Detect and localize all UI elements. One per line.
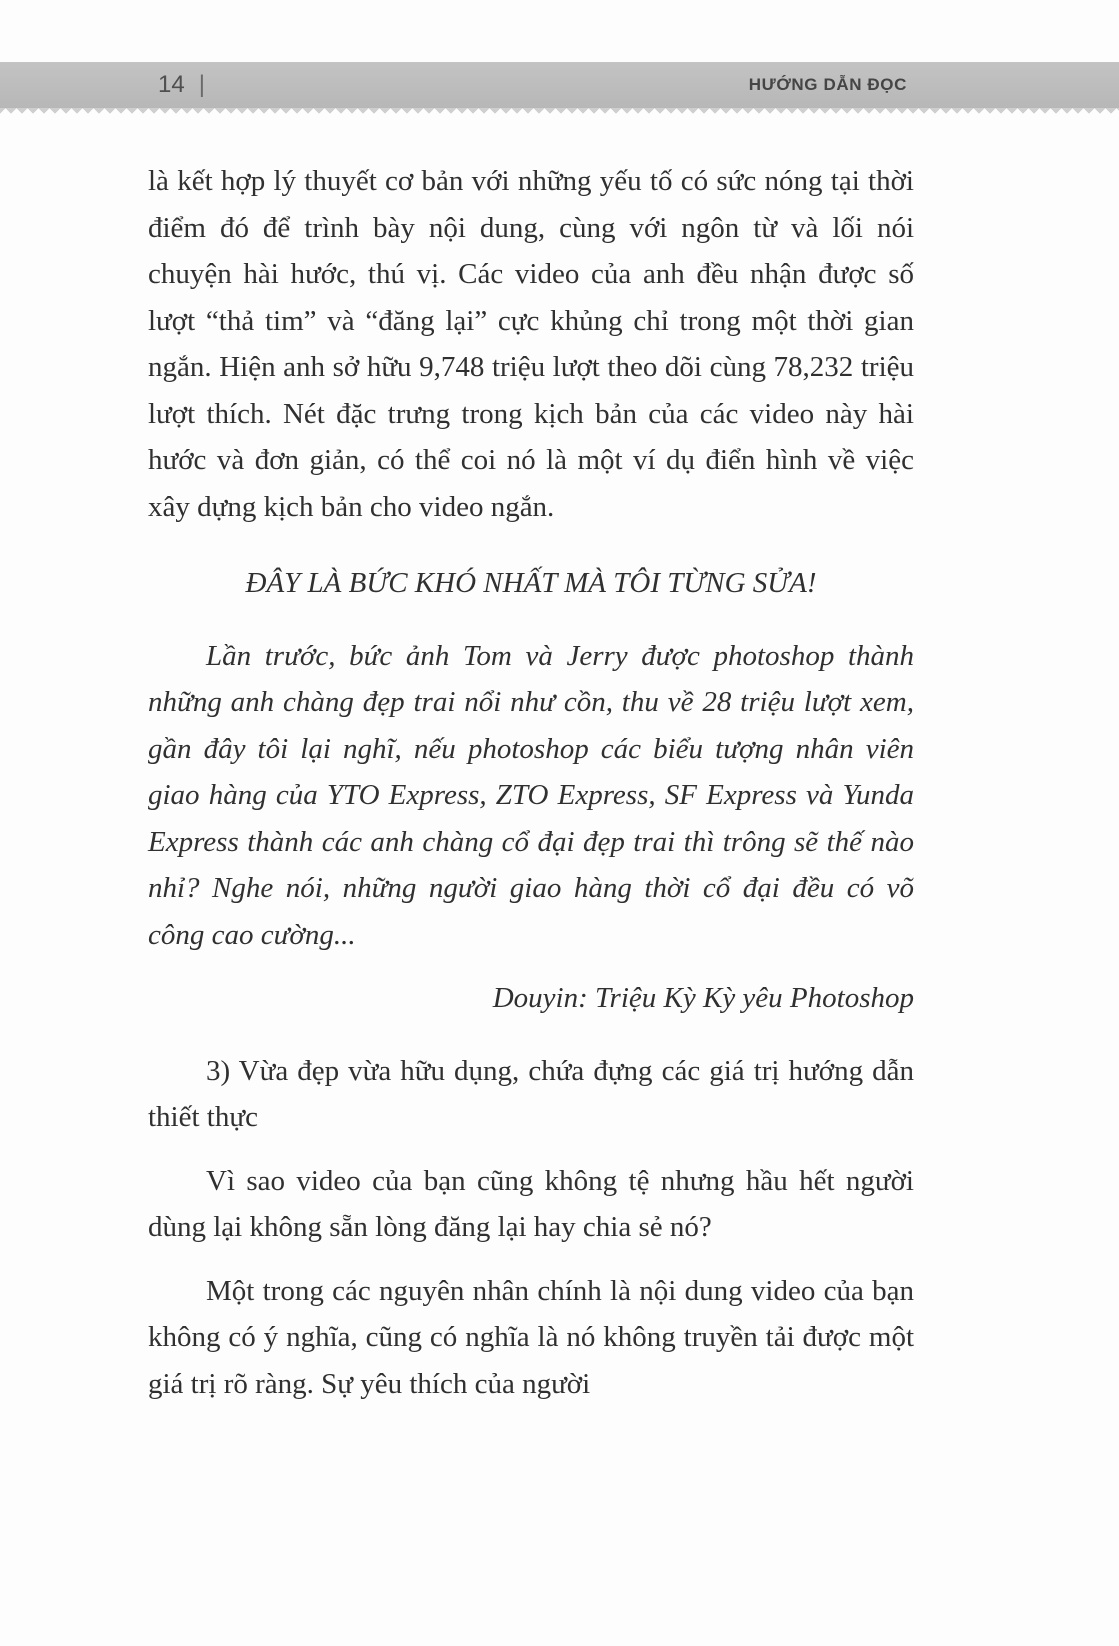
- paragraph: 3) Vừa đẹp vừa hữu dụng, chứa đựng các giá trị hướng dẫn thiết thực: [148, 1054, 914, 1133]
- quoted-paragraph: Lần trước, bức ảnh Tom và Jerry được photoshop thành những anh chàng đẹp trai nổi như cồn, thu về 28 triệu lượt xem, gần đây tôi lại nghĩ, nếu photoshop các biểu tượng nhân viên giao hàng của YTO Express, ZTO Express, SF Express và Yunda Express thành các anh chàng cổ đại đẹp trai thì trông sẽ thế nào nhỉ? Nghe nói, những người giao hàng thời cổ đại đều có võ công cao cường...: [148, 639, 914, 951]
- text-column: [148, 158, 914, 1424]
- page-number: 14: [158, 71, 185, 98]
- section-heading: ĐÂY LÀ BỨC KHÓ NHẤT MÀ TÔI TỪNG SỬA!: [245, 567, 817, 599]
- running-header-title: HƯỚNG DẪN ĐỌC: [748, 75, 907, 94]
- paragraph: Một trong các nguyên nhân chính là nội dung video của bạn không có ý nghĩa, cũng có nghĩa là nó không truyền tải được một giá trị rõ ràng. Sự yêu thích của người: [148, 1274, 914, 1400]
- paragraph: Vì sao video của bạn cũng không tệ nhưng hầu hết người dùng lại không sẵn lòng đăng lại hay chia sẻ nó?: [148, 1164, 914, 1243]
- page-number-separator: |: [198, 71, 205, 98]
- paragraph: là kết hợp lý thuyết cơ bản với những yếu tố có sức nóng tại thời điểm đó để trình bày nội dung, cùng với ngôn từ và lối nói chuyện hài hước, thú vị. Các video của anh đều nhận được số lượt “thả tim” và “đăng lại” cực khủng chỉ trong một thời gian ngắn. Hiện anh sở hữu 9,748 triệu lượt theo dõi cùng 78,232 triệu lượt thích. Nét đặc trưng trong kịch bản của các video này hài hước và đơn giản, có thể coi nó là một ví dụ điển hình về việc xây dựng kịch bản cho video ngắn.: [148, 165, 914, 523]
- attribution-line: Douyin: Triệu Kỳ Kỳ yêu Photoshop: [492, 982, 914, 1014]
- page-number-group: [158, 71, 205, 99]
- page-header: [0, 62, 1119, 108]
